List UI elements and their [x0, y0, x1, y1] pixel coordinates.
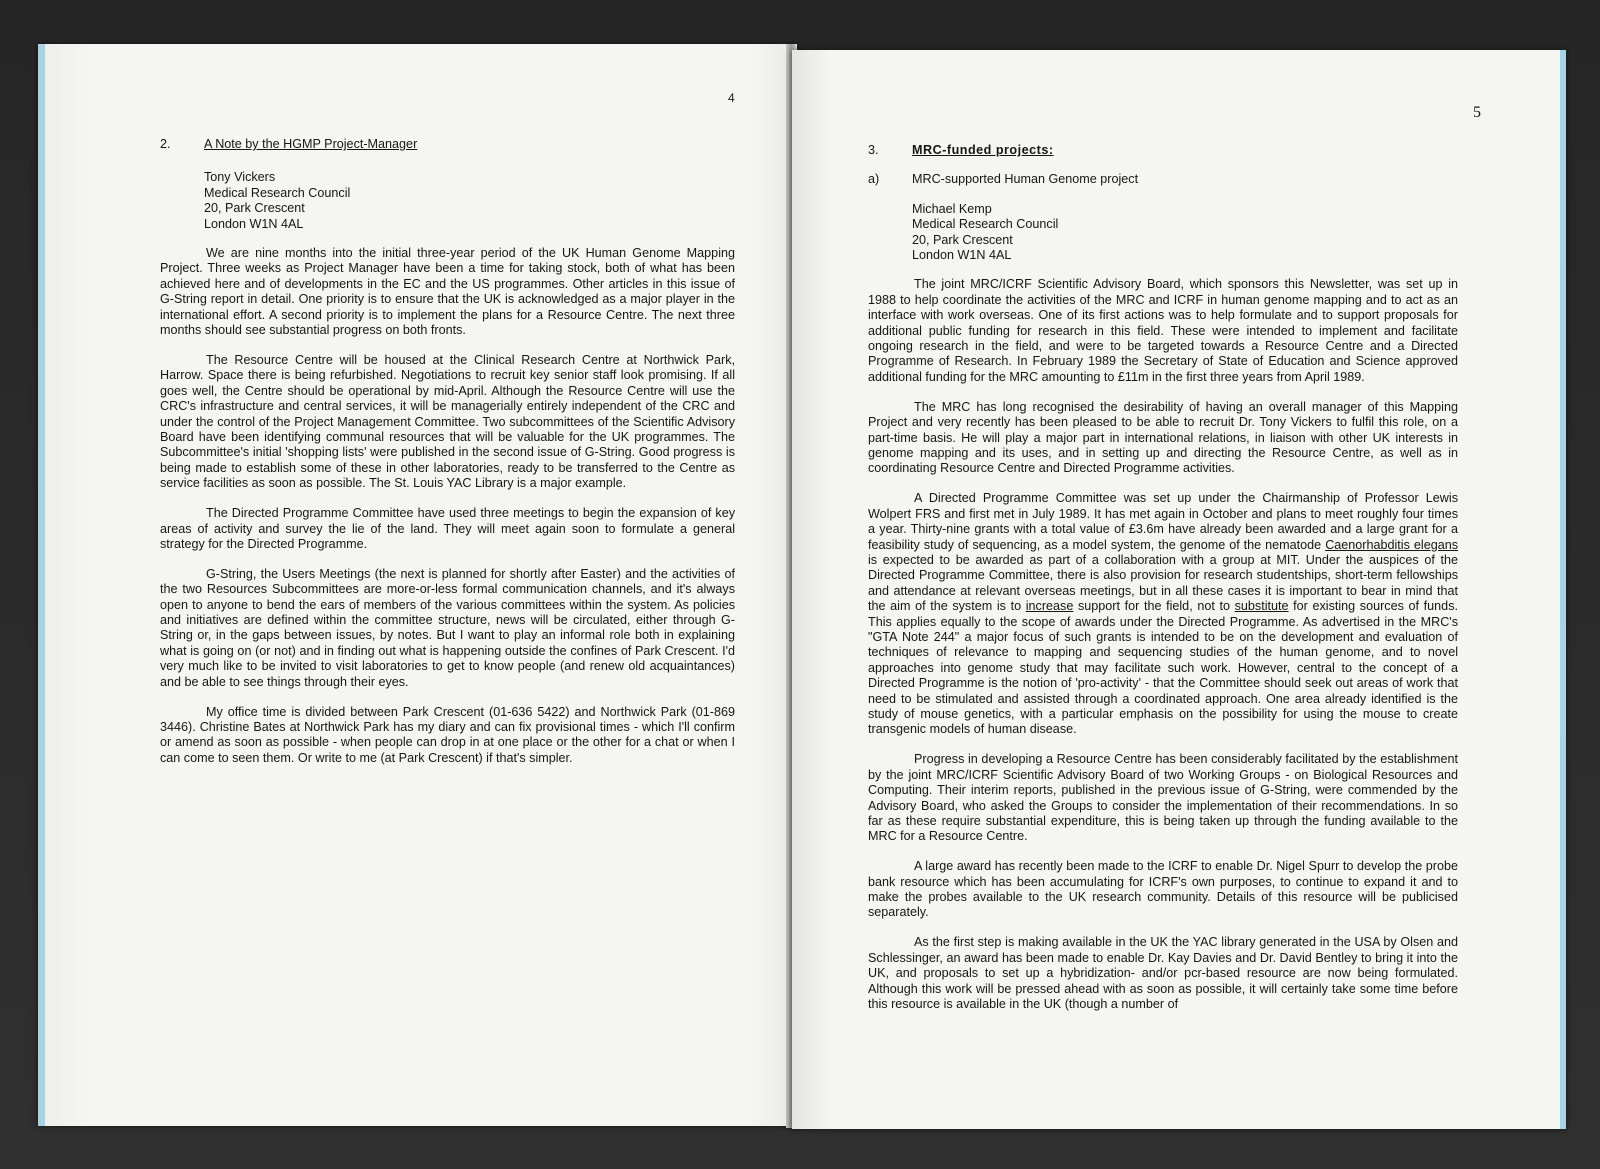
emphasis-word: increase [1025, 599, 1074, 614]
paragraph-directed-programme [868, 491, 1458, 738]
subsection-heading [868, 172, 1458, 187]
paragraph: My office time is divided between Park Crescent (01-636 5422) and Northwick Park (01-869 3446). Christine Bates at Northwick Park has my diary and can fix provisional times - which I'll confirm or amend as soon as possible - when people can drop in at one place or the other for a chat or when I can come to seen them. Or write to me (at Park Crescent) if that's simpler. [160, 704, 735, 765]
emphasis-word: substitute [1234, 599, 1289, 614]
author-city: London W1N 4AL [912, 248, 1012, 263]
right-page [792, 50, 1566, 1129]
section-number: 3. [868, 143, 879, 157]
author-city: London W1N 4AL [204, 216, 304, 231]
paragraph: A large award has recently been made to the ICRF to enable Dr. Nigel Spurr to develop the probe bank resource which has been accumulating for ICRF's own purposes, to continue to expand it and to make the probes available to the UK research community. Details of this resource will be publicised separately. [868, 859, 1458, 920]
author-street: 20, Park Crescent [204, 201, 305, 216]
subsection-number: a) [868, 172, 880, 187]
paragraph: The joint MRC/ICRF Scientific Advisory Board, which sponsors this Newsletter, was set up in 1988 to help coordinate the activities of the MRC and ICRF in human genome mapping and to act as an interface with work overseas. One of its first actions was to help formulate and to support proposals for additional public funding for research in this field. These were intended to implement and facilitate ongoing research in the field, and were to be targeted towards a Resource Centre and a Directed Programme of Research. In February 1989 the Secretary of State of Education and Science approved additional funding for the MRC amounting to £11m in the first three years from April 1989. [868, 277, 1458, 384]
author-name: Michael Kemp [912, 201, 992, 216]
paragraph-text: support for the field, not to [1073, 599, 1235, 614]
author-org: Medical Research Council [204, 185, 351, 200]
left-page-content [160, 137, 735, 781]
paragraph-text: A Directed Programme Committee was set up under the Chairmanship of Professor Lewis Wolpert FRS and first met in July 1989. It has met again in October and plans to meet roughly four times a year. Thirty-nine grants with a total value of £3.6m have already been awarded and a large grant for a feasibility study of sequencing, as a model system, the genome of the nematode [868, 491, 1458, 552]
section-title: MRC-funded projects: [912, 143, 1054, 157]
author-street: 20, Park Crescent [912, 232, 1013, 247]
author-org: Medical Research Council [912, 217, 1059, 232]
paragraph: As the first step is making available in the UK the YAC library generated in the USA by Olsen and Schlessinger, an award has been made to enable Dr. Kay Davies and Dr. David Bentley to bring it into the UK, and proposals to set up a hybridization- and/or pcr-based resource are now being formulated. Although this work will be pressed ahead with as soon as possible, it will certainly take some time before this resource is available in the UK (though a number of [868, 935, 1458, 1011]
section-heading [160, 137, 735, 152]
paragraph: The Resource Centre will be housed at the Clinical Research Centre at Northwick Park, Harrow. Space there is being refurbished. Negotiations to recruit key senior staff look promising. If all goes well, the Centre should be operational by mid-April. Although the Resource Centre will use the CRC's infrastructure and central services, it will be managerially entirely independent of the CRC and under the control of the Project Management Committee. Two subcommittees of the Scientific Advisory Board have been identifying communal resources that will be valuable for the UK programmes. The Subcommittee's initial 'shopping lists' were published in the second issue of G-String. Good progress is being made to establish some of these in other laboratories, ready to be transferred to the Centre as service facilities as soon as possible. The St. Louis YAC Library is a major example. [160, 352, 735, 491]
section-title: A Note by the HGMP Project-Manager [204, 137, 418, 151]
species-name: Caenorhabditis elegans [1325, 537, 1459, 552]
page-number: 5 [1473, 104, 1481, 121]
paragraph: The MRC has long recognised the desirability of having an overall manager of this Mapping Project and very recently has been pleased to be able to recruit Dr. Tony Vickers to fulfil this role, on a part-time basis. He will play a major part in international relations, in liaison with other UK interests in genome mapping and its uses, and in setting up and directing the Resource Centre, as well as in coordinating Resource Centre and Directed Programme activities. [868, 399, 1458, 476]
paragraph-text: is expected to be awarded as part of a collaboration with a group at MIT. Under the auspices of the Directed Programme Committee, there is also provision for research studentships, short-term fellowships and attendance at relevant overseas meetings, but in all these cases it is important to bear in mind that the aim of the system is to [868, 552, 1458, 614]
author-name: Tony Vickers [204, 170, 276, 185]
section-heading [868, 143, 1458, 158]
author-address [912, 202, 1458, 264]
author-address [204, 170, 735, 232]
left-page [38, 44, 797, 1126]
paragraph: Progress in developing a Resource Centre has been considerably facilitated by the establishment by the joint MRC/ICRF Scientific Advisory Board of two Working Groups - on Biological Resources and Computing. Their interim reports, published in the previous issue of G-String, were commended by the Advisory Board, who asked the Groups to consider the implementation of their recommendations. In so far as these require substantial expenditure, this is being taken up through the funding available to the MRC for a Resource Centre. [868, 752, 1458, 844]
paragraph: The Directed Programme Committee have used three meetings to begin the expansion of key areas of activity and survey the lie of the land. They will meet again soon to formulate a general strategy for the Directed Programme. [160, 506, 735, 551]
right-page-content [868, 143, 1458, 1012]
paragraph: We are nine months into the initial three-year period of the UK Human Genome Mapping Project. Three weeks as Project Manager have been a time for taking stock, both of what has been achieved here and of developments in the EC and the US programmes. Other articles in this issue of G-String report in detail. One priority is to ensure that the UK is acknowledged as a major player in the international effort. A second priority is to implement the plans for a Resource Centre. The next three months should see substantial progress on both fronts. [160, 246, 735, 338]
paragraph-text: for existing sources of funds. This applies equally to the scope of awards under the Directed Programme. As advertised in the MRC's "GTA Note 244" a major focus of such grants is intended to be on the development and evaluation of techniques of relevance to mapping and sequencing studies of the human genome, and to novel approaches into genome study that may facilitate such work. However, central to the concept of a Directed Programme is the notion of 'pro-activity' - that the Committee should seek out areas of work that need to be stimulated and assisted through a coordinated approach. One area already identified is the study of mouse genetics, with a particular emphasis on the possibility for using the mouse to create transgenic models of human disease. [868, 599, 1458, 737]
section-number: 2. [160, 137, 171, 151]
paragraph: G-String, the Users Meetings (the next is planned for shortly after Easter) and the activities of the two Resources Subcommittees are more-or-less formal communication channels, and it's always open to anyone to bend the ears of members of the various committees within the system. As policies and initiatives are defined within the committee structure, news will be circulated, either through G-String or, in the gaps between issues, by notes. But I want to play an informal role both in explaining what is going on (or not) and in finding out what is happening outside the confines of Park Crescent. I'd very much like to be invited to visit laboratories to get to know people (and renew old acquaintances) and be able to see things through their eyes. [160, 566, 735, 689]
subsection-title: MRC-supported Human Genome project [912, 172, 1139, 187]
page-number: 4 [728, 91, 735, 105]
